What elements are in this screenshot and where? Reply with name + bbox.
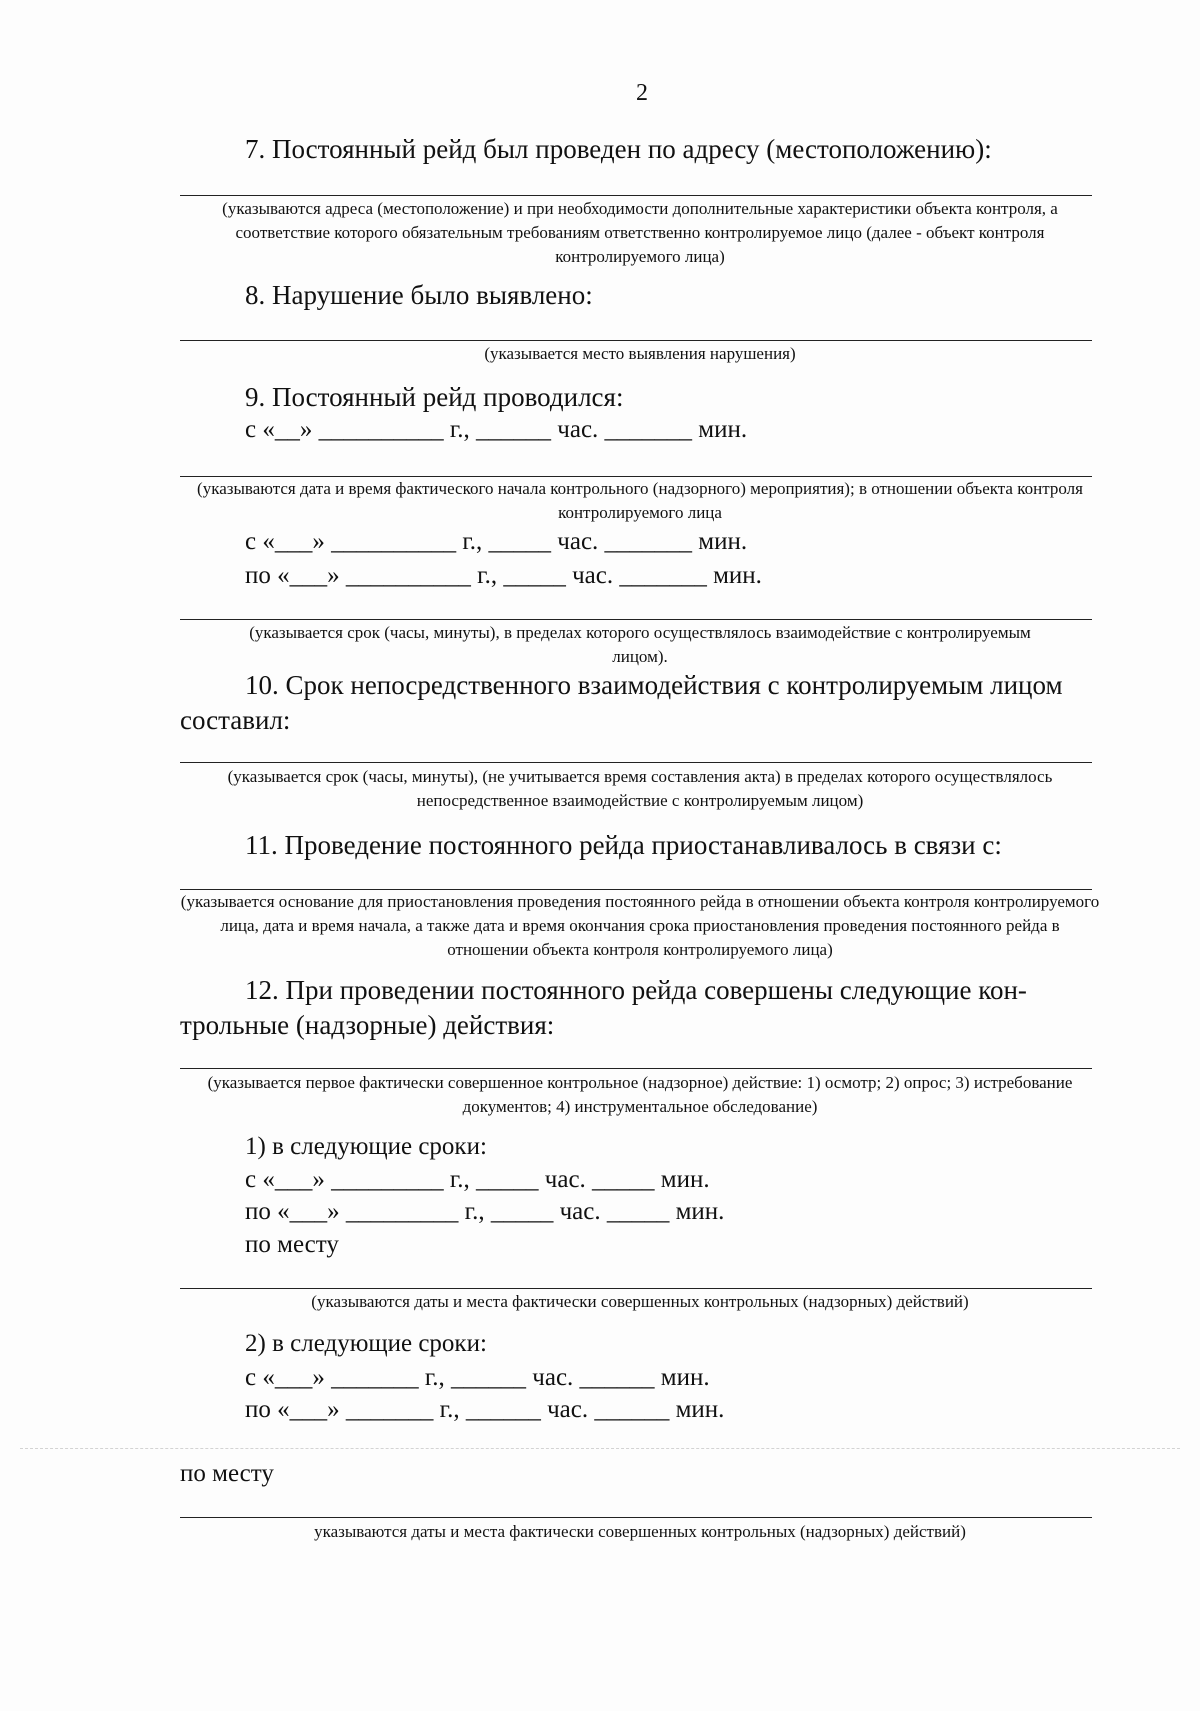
section-7-heading: 7. Постоянный рейд был проведен по адресу (местоположению): — [245, 134, 992, 164]
section-12-fill-line — [180, 1068, 1092, 1069]
item-1-place: по месту — [245, 1231, 339, 1258]
item-2-from-line: с «___» _______ г., ______ час. ______ мин. — [245, 1364, 710, 1391]
item-2-caption: указываются даты и места фактически совершенных контрольных (надзорных) действий) — [314, 1522, 966, 1541]
section-11-heading: 11. Проведение постоянного рейда приостанавливалось в связи с: — [245, 830, 1002, 860]
section-10-fill-line — [180, 762, 1092, 763]
section-9-caption-2: (указывается срок (часы, минуты), в пределах которого осуществлялось взаимодействие с контролируемым лицом). — [249, 623, 1031, 666]
section-9-heading: 9. Постоянный рейд проводился: — [245, 382, 624, 412]
section-9-caption-1: (указываются дата и время фактического начала контрольного (надзорного) мероприятия); в отношении объекта контроля контролируемого лица — [197, 479, 1083, 522]
section-9-from-line: с «__» __________ г., ______ час. _______ мин. — [245, 416, 748, 443]
section-8-caption: (указывается место выявления нарушения) — [484, 344, 796, 363]
item-1-caption: (указываются даты и места фактически совершенных контрольных (надзорных) действий) — [311, 1292, 969, 1311]
section-8-heading: 8. Нарушение было выявлено: — [245, 280, 593, 310]
scan-artifact-line — [20, 1448, 1180, 1449]
section-12-caption: (указывается первое фактически совершенное контрольное (надзорное) действие: 1) осмотр; 2) опрос; 3) истребование документов; 4) инструментальное обследование) — [207, 1073, 1073, 1116]
item-1-from-line: с «___» _________ г., _____ час. _____ мин. — [245, 1166, 710, 1193]
item-1-to-line: по «___» _________ г., _____ час. _____ мин. — [245, 1198, 725, 1225]
section-12-line-1: 12. При проведении постоянного рейда совершены следующие кон- — [245, 975, 1027, 1005]
item-2-heading: 2) в следующие сроки: — [245, 1330, 487, 1357]
section-9-from-line-2: с «___» __________ г., _____ час. _______ мин. — [245, 528, 748, 555]
section-11-caption: (указывается основание для приостановления проведения постоянного рейда в отношении объекта контроля контролируемого лица, дата и время начала, а также дата и время окончания срока приостановления проведения постоянного рейда в отношении объекта контроля контролируемого лица) — [180, 892, 1100, 959]
item-1-heading: 1) в следующие сроки: — [245, 1133, 487, 1160]
section-7-fill-line — [180, 195, 1092, 196]
section-9-fill-line-2 — [180, 619, 1092, 620]
section-9-to-line-2: по «___» __________ г., _____ час. _______ мин. — [245, 562, 762, 589]
section-12-line-2: трольные (надзорные) действия: — [180, 1010, 555, 1040]
section-8-fill-line — [180, 340, 1092, 341]
item-2-fill-line — [180, 1517, 1092, 1518]
section-10-line-1: 10. Срок непосредственного взаимодействия с контролируемым лицом — [245, 670, 1063, 700]
item-2-to-line: по «___» _______ г., ______ час. ______ мин. — [245, 1396, 725, 1423]
page-number: 2 — [636, 80, 648, 106]
item-1-fill-line — [180, 1288, 1092, 1289]
section-7-caption: (указываются адреса (местоположение) и при необходимости дополнительные характеристики объекта контроля, а соответствие которого обязательным требованиям ответственно контролируемое лицо (далее - объект контроля контролируемого лица) — [222, 199, 1058, 266]
section-10-line-2: составил: — [180, 705, 291, 735]
item-2-place: по месту — [180, 1460, 274, 1487]
section-10-caption: (указывается срок (часы, минуты), (не учитывается время составления акта) в пределах которого осуществлялось непосредственное взаимодействие с контролируемым лицом) — [227, 767, 1053, 810]
